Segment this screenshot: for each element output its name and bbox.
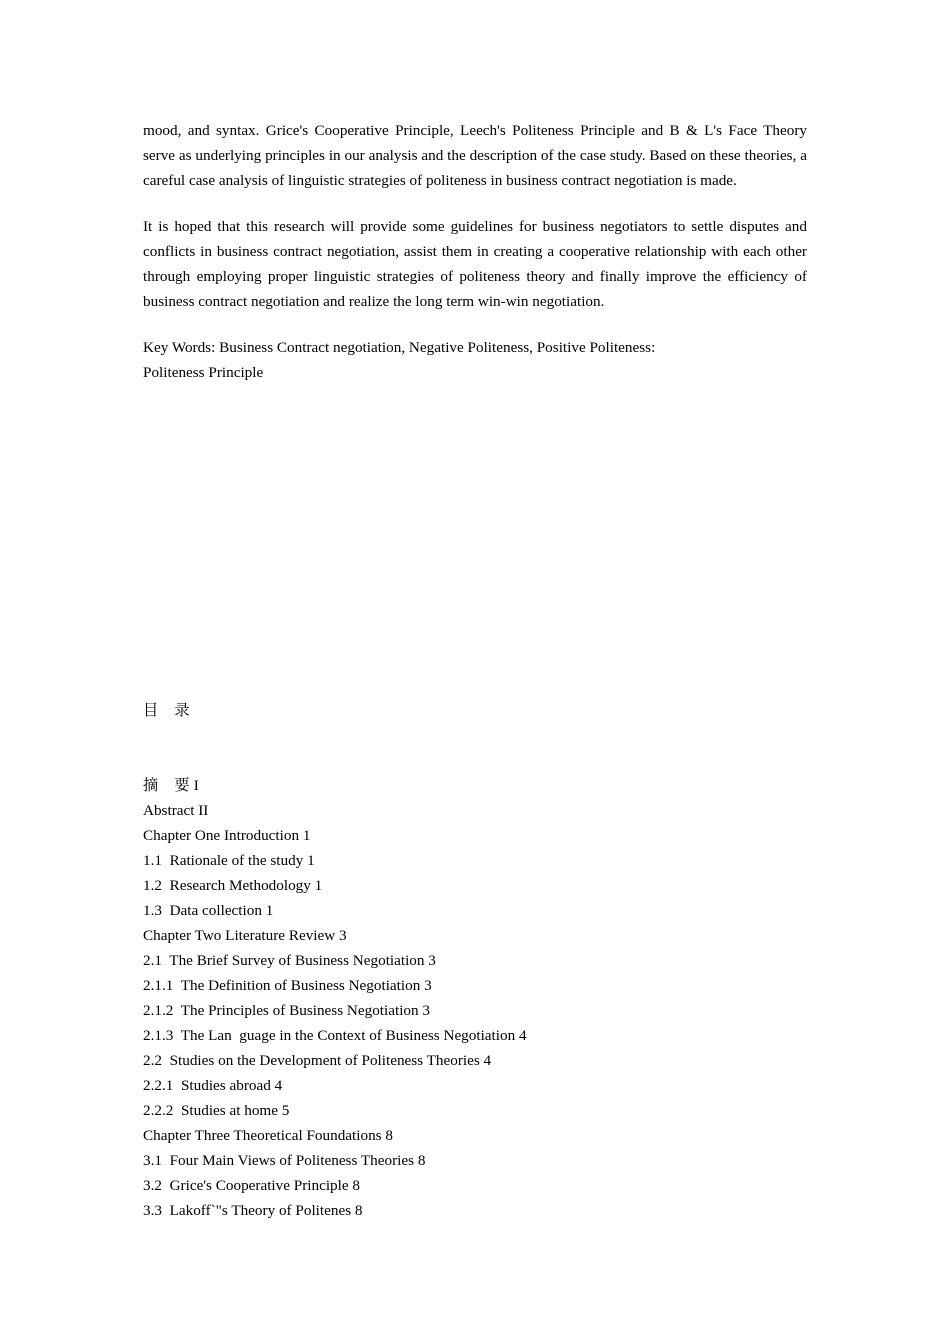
toc-entry[interactable]: Abstract II xyxy=(143,802,209,819)
toc-entry[interactable]: 3.3 Lakoff`"s Theory of Politenes 8 xyxy=(143,1202,363,1219)
abstract-paragraph-1: mood, and syntax. Grice's Cooperative Principle, Leech's Politeness Principle and B & L's Face Theory serve as underlying principles in our analysis and the description of the case study. Based on these theories, a careful case analysis of linguistic strategies of politeness in business contract negotiation is made. xyxy=(143,122,811,189)
toc-list xyxy=(143,773,807,1223)
abstract-section xyxy=(143,118,811,385)
keywords-line-1: Key Words: Business Contract negotiation, Negative Politeness, Positive Politeness: xyxy=(143,339,656,356)
toc-entry[interactable]: 1.2 Research Methodology 1 xyxy=(143,877,323,894)
abstract-paragraph-2: It is hoped that this research will provide some guidelines for business negotiators to settle disputes and conflicts in business contract negotiation, assist them in creating a cooperative relationship with each other through employing proper linguistic strategies of politeness theory and finally improve the efficiency of business contract negotiation and realize the long term win-win negotiation. xyxy=(143,218,811,310)
toc-entry[interactable]: 2.1 The Brief Survey of Business Negotiation 3 xyxy=(143,952,436,969)
toc-entry[interactable]: 2.1.3 The Lan guage in the Context of Business Negotiation 4 xyxy=(143,1027,527,1044)
toc-entry[interactable]: Chapter One Introduction 1 xyxy=(143,827,311,844)
toc-entry[interactable]: 1.3 Data collection 1 xyxy=(143,902,274,919)
toc-entry[interactable]: 2.1.2 The Principles of Business Negotiation 3 xyxy=(143,1002,430,1019)
toc-entry[interactable]: 2.2.2 Studies at home 5 xyxy=(143,1102,290,1119)
toc-entry[interactable]: 2.2 Studies on the Development of Politeness Theories 4 xyxy=(143,1052,492,1069)
toc-entry[interactable]: Chapter Two Literature Review 3 xyxy=(143,927,347,944)
toc-entry[interactable]: 2.2.1 Studies abroad 4 xyxy=(143,1077,283,1094)
toc-entry[interactable]: 2.1.1 The Definition of Business Negotiation 3 xyxy=(143,977,432,994)
keywords-block xyxy=(143,335,807,385)
toc-entry[interactable]: 摘 要 I xyxy=(143,777,200,794)
toc-entry[interactable]: 1.1 Rationale of the study 1 xyxy=(143,852,315,869)
keywords-line-2: Politeness Principle xyxy=(143,364,264,381)
toc-entry[interactable]: Chapter Three Theoretical Foundations 8 xyxy=(143,1127,393,1144)
toc-entry[interactable]: 3.1 Four Main Views of Politeness Theories 8 xyxy=(143,1152,426,1169)
toc-heading: 目 录 xyxy=(143,702,190,719)
toc-entry[interactable]: 3.2 Grice's Cooperative Principle 8 xyxy=(143,1177,360,1194)
